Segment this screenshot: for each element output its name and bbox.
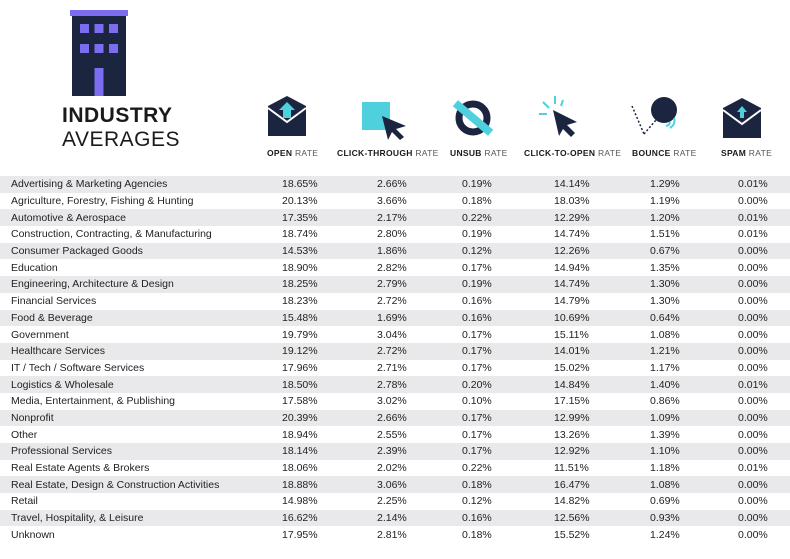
spam-rate-cell: 0.00% <box>738 343 790 360</box>
open-rate-cell: 18.23% <box>282 295 318 308</box>
col-header-click-to-open-rate: CLICK-TO-OPEN RATE <box>524 148 622 158</box>
unsub-rate-cell: 0.18% <box>457 476 554 493</box>
open-rate-cell: 18.74% <box>282 228 318 241</box>
bounce-rate-cell: 1.09% <box>650 410 738 427</box>
unsub-rate-cell: 0.12% <box>457 243 554 260</box>
spam-rate-cell: 0.01% <box>738 376 790 393</box>
table-row <box>0 410 790 427</box>
open-rate-cell: 17.35% <box>266 209 377 226</box>
open-rate-cell: 17.95% <box>282 528 318 541</box>
click-to-open-rate-cell: 12.99% <box>554 410 650 427</box>
click-through-rate-cell: 2.66% <box>377 410 457 427</box>
open-rate-cell: 19.79% <box>282 328 318 341</box>
spam-rate-cell: 0.00% <box>738 428 768 441</box>
unsub-rate-cell: 0.17% <box>457 410 554 427</box>
table-row <box>0 443 790 460</box>
industry-name: Food & Beverage <box>0 310 266 327</box>
open-rate-cell: 18.25% <box>266 276 377 293</box>
spam-rate-cell: 0.00% <box>738 195 768 208</box>
title-regular: AVERAGES <box>62 128 180 152</box>
industry-name: Consumer Packaged Goods <box>0 243 266 260</box>
unsub-rate-cell: 0.18% <box>462 195 492 208</box>
table-row <box>0 393 790 410</box>
open-rate-cell: 18.14% <box>266 443 377 460</box>
click-through-rate-cell: 3.02% <box>377 395 407 408</box>
industry-name: Travel, Hospitality, & Leisure <box>0 510 266 527</box>
industry-name: Retail <box>11 495 38 508</box>
click-to-open-rate-cell: 15.02% <box>554 361 590 374</box>
industry-name: Construction, Contracting, & Manufacturing <box>11 228 212 241</box>
industry-name: IT / Tech / Software Services <box>11 361 145 374</box>
click-to-open-rate-cell: 10.69% <box>554 310 650 327</box>
open-rate-cell: 18.06% <box>282 462 318 475</box>
click-to-open-rate-cell: 15.52% <box>554 528 590 541</box>
spam-rate-cell: 0.00% <box>738 410 790 427</box>
unsub-rate-cell: 0.18% <box>462 528 492 541</box>
spam-rate-cell: 0.00% <box>738 528 768 541</box>
spam-rate-cell: 0.01% <box>738 209 790 226</box>
open-rate-cell: 20.13% <box>282 195 318 208</box>
unsub-rate-cell: 0.16% <box>457 510 554 527</box>
bounce-rate-cell: 1.18% <box>650 462 680 475</box>
table-row <box>0 510 790 527</box>
spam-rate-cell: 0.00% <box>738 295 768 308</box>
unsub-rate-cell: 0.22% <box>462 462 492 475</box>
unsub-rate-cell: 0.16% <box>462 295 492 308</box>
industry-name: Real Estate, Design & Construction Activities <box>0 476 266 493</box>
open-rate-cell: 17.96% <box>282 361 318 374</box>
industry-averages-table <box>0 176 790 543</box>
click-to-open-rate-cell: 14.94% <box>554 261 590 274</box>
click-to-open-rate-cell: 12.26% <box>554 243 650 260</box>
table-row <box>0 360 790 377</box>
open-rate-cell: 18.88% <box>266 476 377 493</box>
click-to-open-rate-cell: 12.29% <box>554 209 650 226</box>
open-rate-cell: 19.12% <box>266 343 377 360</box>
industry-name: Unknown <box>11 528 55 541</box>
table-row <box>0 493 790 510</box>
spam-envelope-icon <box>721 94 763 140</box>
open-rate-cell: 17.58% <box>282 395 318 408</box>
table-row <box>0 226 790 243</box>
bounce-rate-cell: 1.17% <box>650 361 680 374</box>
bounce-rate-cell: 1.51% <box>650 228 680 241</box>
click-to-open-rate-cell: 14.14% <box>554 176 650 193</box>
open-rate-cell: 18.50% <box>266 376 377 393</box>
click-through-rate-cell: 1.69% <box>377 310 457 327</box>
industry-name: Financial Services <box>11 295 97 308</box>
table-row <box>0 526 790 543</box>
click-to-open-rate-cell: 17.15% <box>554 395 590 408</box>
open-rate-cell: 16.62% <box>266 510 377 527</box>
click-through-rate-cell: 2.02% <box>377 462 407 475</box>
spam-rate-cell: 0.00% <box>738 310 790 327</box>
table-row <box>0 326 790 343</box>
table-row <box>0 460 790 477</box>
click-to-open-rate-cell: 14.01% <box>554 343 650 360</box>
industry-name: Real Estate Agents & Brokers <box>11 462 150 475</box>
spam-rate-cell: 0.01% <box>738 228 768 241</box>
click-through-rate-cell: 2.25% <box>377 495 407 508</box>
header <box>0 0 790 175</box>
unsub-rate-cell: 0.17% <box>462 261 492 274</box>
click-through-rate-cell: 2.71% <box>377 361 407 374</box>
bounce-ball-icon <box>630 94 680 142</box>
unsub-rate-cell: 0.19% <box>457 176 554 193</box>
click-to-open-rate-cell: 16.47% <box>554 476 650 493</box>
industry-name: Agriculture, Forestry, Fishing & Hunting <box>11 195 194 208</box>
click-through-rate-cell: 2.55% <box>377 428 407 441</box>
table-row <box>0 426 790 443</box>
unsub-rate-cell: 0.17% <box>457 443 554 460</box>
click-through-rate-cell: 2.17% <box>377 209 457 226</box>
click-to-open-rate-cell: 14.74% <box>554 276 650 293</box>
spam-rate-cell: 0.00% <box>738 443 790 460</box>
table-row <box>0 343 790 360</box>
click-through-rate-cell: 1.86% <box>377 243 457 260</box>
building-icon <box>70 10 128 96</box>
spam-rate-cell: 0.01% <box>738 176 790 193</box>
table-row <box>0 310 790 327</box>
unsub-rate-cell: 0.17% <box>457 343 554 360</box>
spam-rate-cell: 0.00% <box>738 276 790 293</box>
col-header-open-rate: OPEN RATE <box>267 148 319 158</box>
table-row <box>0 476 790 493</box>
industry-name: Other <box>11 428 38 441</box>
table-row <box>0 276 790 293</box>
click-to-open-icon <box>537 94 583 140</box>
unsub-rate-cell: 0.20% <box>457 376 554 393</box>
bounce-rate-cell: 0.64% <box>650 310 738 327</box>
click-through-rate-cell: 2.72% <box>377 343 457 360</box>
bounce-rate-cell: 0.86% <box>650 395 680 408</box>
click-through-rate-cell: 2.66% <box>377 176 457 193</box>
spam-rate-cell: 0.01% <box>738 462 768 475</box>
table-row <box>0 293 790 310</box>
industry-name: Healthcare Services <box>0 343 266 360</box>
open-rate-cell: 15.48% <box>266 310 377 327</box>
bounce-rate-cell: 1.30% <box>650 276 738 293</box>
spam-rate-cell: 0.00% <box>738 495 768 508</box>
open-rate-cell: 18.90% <box>282 261 318 274</box>
bounce-rate-cell: 1.10% <box>650 443 738 460</box>
bounce-rate-cell: 1.20% <box>650 209 738 226</box>
click-cursor-icon <box>360 94 412 140</box>
open-rate-cell: 18.94% <box>282 428 318 441</box>
unsub-rate-cell: 0.17% <box>462 428 492 441</box>
open-rate-cell: 14.98% <box>282 495 318 508</box>
bounce-rate-cell: 1.19% <box>650 195 680 208</box>
open-envelope-icon <box>266 94 308 140</box>
spam-rate-cell: 0.00% <box>738 328 768 341</box>
table-row <box>0 259 790 276</box>
bounce-rate-cell: 1.08% <box>650 476 738 493</box>
industry-name: Media, Entertainment, & Publishing <box>11 395 176 408</box>
click-through-rate-cell: 3.66% <box>377 195 407 208</box>
industry-name: Engineering, Architecture & Design <box>0 276 266 293</box>
table-row <box>0 376 790 393</box>
open-rate-cell: 14.53% <box>266 243 377 260</box>
col-header-spam-rate: SPAM RATE <box>721 148 773 158</box>
click-to-open-rate-cell: 12.56% <box>554 510 650 527</box>
bounce-rate-cell: 1.29% <box>650 176 738 193</box>
unsub-rate-cell: 0.19% <box>462 228 492 241</box>
bounce-rate-cell: 0.67% <box>650 243 738 260</box>
unsub-rate-cell: 0.22% <box>457 209 554 226</box>
table-row <box>0 209 790 226</box>
click-to-open-rate-cell: 13.26% <box>554 428 590 441</box>
bounce-rate-cell: 1.35% <box>650 261 680 274</box>
unsub-rate-cell: 0.19% <box>457 276 554 293</box>
spam-rate-cell: 0.00% <box>738 476 790 493</box>
unsub-rate-cell: 0.12% <box>462 495 492 508</box>
col-header-bounce-rate: BOUNCE RATE <box>632 148 697 158</box>
spam-rate-cell: 0.00% <box>738 261 768 274</box>
spam-rate-cell: 0.00% <box>738 510 790 527</box>
unsubscribe-icon <box>452 94 496 140</box>
unsub-rate-cell: 0.17% <box>462 328 492 341</box>
click-through-rate-cell: 2.82% <box>377 261 407 274</box>
click-to-open-rate-cell: 12.92% <box>554 443 650 460</box>
industry-name: Logistics & Wholesale <box>0 376 266 393</box>
click-through-rate-cell: 2.14% <box>377 510 457 527</box>
industry-name: Automotive & Aerospace <box>0 209 266 226</box>
unsub-rate-cell: 0.10% <box>462 395 492 408</box>
click-to-open-rate-cell: 14.84% <box>554 376 650 393</box>
table-row <box>0 193 790 210</box>
bounce-rate-cell: 0.93% <box>650 510 738 527</box>
industry-name: Government <box>11 328 69 341</box>
bounce-rate-cell: 1.40% <box>650 376 738 393</box>
click-to-open-rate-cell: 15.11% <box>554 328 589 341</box>
click-through-rate-cell: 2.39% <box>377 443 457 460</box>
bounce-rate-cell: 0.69% <box>650 495 680 508</box>
bounce-rate-cell: 1.30% <box>650 295 680 308</box>
spam-rate-cell: 0.00% <box>738 361 768 374</box>
click-through-rate-cell: 2.80% <box>377 228 407 241</box>
industry-name: Advertising & Marketing Agencies <box>0 176 266 193</box>
industry-name: Professional Services <box>0 443 266 460</box>
click-to-open-rate-cell: 18.03% <box>554 195 590 208</box>
click-through-rate-cell: 2.78% <box>377 376 457 393</box>
open-rate-cell: 20.39% <box>266 410 377 427</box>
click-through-rate-cell: 2.79% <box>377 276 457 293</box>
click-through-rate-cell: 3.04% <box>377 328 407 341</box>
bounce-rate-cell: 1.21% <box>650 343 738 360</box>
title-bold: INDUSTRY <box>62 104 173 127</box>
click-through-rate-cell: 2.81% <box>377 528 407 541</box>
bounce-rate-cell: 1.39% <box>650 428 680 441</box>
click-to-open-rate-cell: 11.51% <box>554 462 589 475</box>
spam-rate-cell: 0.00% <box>738 395 768 408</box>
bounce-rate-cell: 1.24% <box>650 528 680 541</box>
table-row <box>0 243 790 260</box>
click-to-open-rate-cell: 14.82% <box>554 495 590 508</box>
bounce-rate-cell: 1.08% <box>650 328 680 341</box>
col-header-click-through-rate: CLICK-THROUGH RATE <box>337 148 439 158</box>
open-rate-cell: 18.65% <box>266 176 377 193</box>
page-title <box>62 104 180 152</box>
industry-name: Education <box>11 261 58 274</box>
click-to-open-rate-cell: 14.74% <box>554 228 590 241</box>
industry-name: Nonprofit <box>0 410 266 427</box>
unsub-rate-cell: 0.17% <box>462 361 492 374</box>
click-through-rate-cell: 3.06% <box>377 476 457 493</box>
col-header-unsub-rate: UNSUB RATE <box>450 148 508 158</box>
click-through-rate-cell: 2.72% <box>377 295 407 308</box>
click-to-open-rate-cell: 14.79% <box>554 295 590 308</box>
spam-rate-cell: 0.00% <box>738 243 790 260</box>
unsub-rate-cell: 0.16% <box>457 310 554 327</box>
table-row <box>0 176 790 193</box>
